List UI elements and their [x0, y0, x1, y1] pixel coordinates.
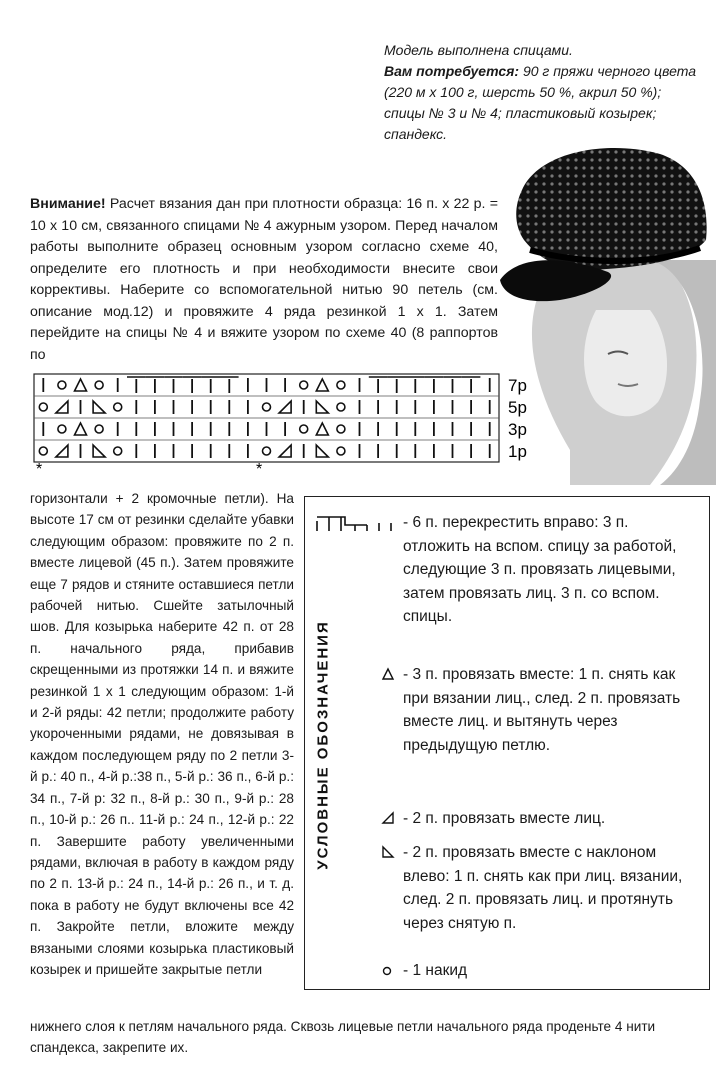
slant-left-mark: [93, 445, 105, 457]
knitting-chart: [30, 366, 550, 478]
cable-cross-icon: [311, 511, 399, 533]
cable-stitch-mark: [183, 377, 202, 393]
row-label-1: 1р: [508, 442, 527, 461]
repeat-star-left: *: [36, 461, 43, 478]
cable-stitch-mark: [164, 377, 183, 393]
legend-item-slant-left: - 2 п. провязать вместе с наклоном влево: 1 п. снять как при лиц. вязании, след. 2 п. провязать лиц. и протянуть через снятую п.: [403, 844, 683, 932]
need-label: Вам потребуется:: [384, 63, 520, 79]
cable-stitch-mark: [443, 377, 462, 393]
three-together-mark: [316, 379, 328, 391]
cable-stitch-mark: [425, 377, 444, 393]
materials-block: [384, 40, 704, 145]
three-together-mark: [75, 423, 87, 435]
cable-stitch-mark: [201, 377, 220, 393]
yarn-over-mark: [337, 381, 345, 389]
attention-text: Расчет вязания дан при плотности образца: 16 п. х 22 р. = 10 х 10 см, связанного спицами № 4 ажурным узором. Перед началом работы выполните образец основным узором согласно схеме 40, определите его плотность и при необходимости внесите свои коррективы. Наберите со вспомогательной нитью 90 петель (см. описание мод.12) и провяжите 4 ряда резинкой 1 х 1. Затем перейдите на спицы № 4 и вяжите узором по схеме 40 (8 раппортов по: [30, 196, 498, 363]
face-shape: [584, 310, 667, 416]
row-label-3: 3р: [508, 420, 527, 439]
triangle-icon: [381, 667, 395, 681]
legend-item-cable: - 6 п. перекрестить вправо: 3 п. отложить на вспом. спицу за работой, следующие 3 п. провязать лицевыми, затем провязать лиц. 3 п. со вспом. спицы.: [403, 514, 677, 625]
yarn-over-mark: [95, 425, 103, 433]
attention-paragraph: [30, 194, 498, 366]
yarn-over-mark: [114, 447, 122, 455]
cable-stitch-mark: [387, 377, 406, 393]
instructions-column: горизонтали + 2 кромочные петли). На высоте 17 см от резинки сделайте убавки следующим образом: провяжите по 2 п. вместе лицевой (45 п.). Затем провяжите еще 7 рядов и стяните оставшиеся петли рабочей нитью. Сшейте затылочный шов. Для козырька наберите 42 п. от 28 п. начального ряда, прибавив скрещенными из протяжки 14 п. и вяжите резинкой 1 х 1 следующим образом: 1-й и 2-й ряды: 42 петли; продолжите работу укороченными рядами, не довязывая в каждом последующем ряду по 2 петли 3-й р.: 40 п., 4-й р.:38 п., 5-й р.: 36 п., 6-й р.: 34 п., 7-й р: 32 п., 8-й р.: 30 п., 9-й р.: 28 п., 10-й р.: 26 п.. 11-й р.: 24 п., 12-й р.: 22 п. Завершите работу увеличенными рядами, включая в работу в каждом ряду по 2 п. 13-й р.: 24 п., 14-й р.: 26 п., и т. д. пока в работу не будут включены все 42 п. Закройте петли, вложите между вязаными слоями козырька пластиковый козырек и пришейте закрытые петли: [30, 491, 294, 977]
yarn-over-mark: [300, 425, 308, 433]
yarn-over-mark: [39, 447, 47, 455]
yarn-over-mark: [300, 381, 308, 389]
cable-stitch-mark: [406, 377, 425, 393]
legend-box: [304, 496, 710, 990]
yarn-over-mark: [39, 403, 47, 411]
left-triangle-icon: [381, 845, 395, 859]
legend-title: УСЛОВНЫЕ ОБОЗНАЧЕНИЯ: [314, 620, 332, 870]
yarn-over-mark: [58, 425, 66, 433]
yarn-over-mark: [114, 403, 122, 411]
cable-stitch-mark: [220, 377, 239, 393]
yarn-over-mark: [58, 381, 66, 389]
cable-stitch-mark: [462, 377, 481, 393]
cable-stitch-mark: [127, 377, 146, 393]
chart-symbols: [39, 377, 489, 458]
slant-left-mark: [316, 445, 328, 457]
intro-line: Модель выполнена спицами.: [384, 42, 573, 58]
three-together-mark: [316, 423, 328, 435]
two-together-mark: [56, 445, 68, 457]
repeat-star-right: *: [256, 461, 263, 478]
row-label-7: 7р: [508, 376, 527, 395]
need-text: 90 г пряжи черного цвета (220 м х 100 г, шерсть 50 %, акрил 50 %); спицы № 3 и № 4; пластиковый козырек; спандекс.: [384, 63, 696, 142]
two-together-mark: [56, 401, 68, 413]
three-together-mark: [75, 379, 87, 391]
slant-left-mark: [93, 401, 105, 413]
attention-label: Внимание!: [30, 196, 106, 212]
yarn-over-icon: [381, 965, 393, 977]
closing-paragraph: нижнего слоя к петлям начального ряда. Сквозь лицевые петли начального ряда проденьте 4 нити спандекса, закрепите их.: [30, 1019, 656, 1056]
two-together-mark: [279, 401, 291, 413]
yarn-over-mark: [337, 447, 345, 455]
right-triangle-icon: [381, 811, 395, 825]
legend-item-two-together: - 2 п. провязать вместе лиц.: [403, 810, 606, 827]
cable-stitch-mark: [146, 377, 165, 393]
two-together-mark: [279, 445, 291, 457]
yarn-over-mark: [337, 425, 345, 433]
yarn-over-mark: [337, 403, 345, 411]
yarn-over-mark: [95, 381, 103, 389]
cable-stitch-mark: [369, 377, 388, 393]
legend-item-three-together: - 3 п. провязать вместе: 1 п. снять как при вязании лиц., след. 2 п. провязать вместе лиц. и вытянуть через предыдущую петлю.: [403, 666, 681, 754]
yarn-over-mark: [263, 403, 271, 411]
slant-left-mark: [316, 401, 328, 413]
yarn-over-mark: [263, 447, 271, 455]
row-label-5: 5р: [508, 398, 527, 417]
legend-item-yarn-over: - 1 накид: [403, 962, 468, 979]
